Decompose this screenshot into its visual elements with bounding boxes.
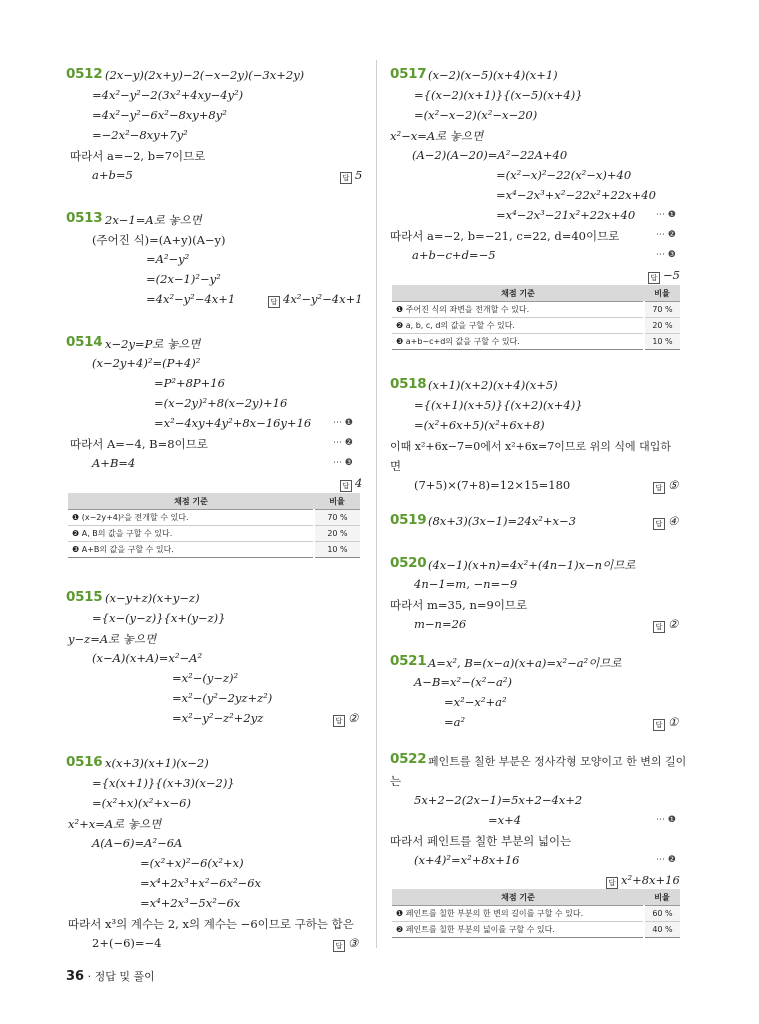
criteria-header: 채점 기준 — [68, 493, 314, 510]
answer-icon: 답 — [653, 621, 665, 633]
solution-line: =x⁴−2x³+x²−22x²+22x+40 — [496, 188, 656, 202]
table-row: ❷ 페인트를 칠한 부분의 넓이를 구할 수 있다. 40 % — [392, 922, 680, 938]
problem-number: 0515 — [66, 589, 103, 605]
answer-icon: 답 — [340, 480, 352, 492]
answer-icon: 답 — [653, 482, 665, 494]
page-number: 36 — [66, 969, 85, 984]
solution-line: =4x²−y²−4x+1 — [146, 292, 236, 306]
solution-line: (x−2y+4)²=(P+4)² — [92, 356, 201, 370]
answer: 답 ② — [653, 617, 678, 633]
ratio-header: 비율 — [644, 889, 680, 906]
table-row: ❷ A, B의 값을 구할 수 있다. 20 % — [68, 526, 360, 542]
problem-number: 0519 — [390, 512, 427, 528]
solution-line: =x²−(y−z)² — [172, 671, 239, 685]
footer-separator: · — [87, 970, 92, 983]
solution-line: =(x²+6x+5)(x²+6x+8) — [414, 418, 545, 432]
solution-line: 면 — [390, 459, 402, 473]
table-row: ❷ a, b, c, d의 값을 구할 수 있다. 20 % — [392, 318, 680, 334]
answer: 답 x²+8x+16 — [606, 873, 680, 889]
answer-icon: 답 — [333, 940, 345, 952]
solution-line: (A−2)(A−20)=A²−22A+40 — [412, 148, 568, 162]
solution-line: A−B=x²−(x²−a²) — [414, 675, 512, 689]
answer: 답 4 — [340, 476, 362, 492]
solution-line: =(x²−x)²−22(x²−x)+40 — [496, 168, 632, 182]
solution-line: 2+(−6)=−4 — [92, 936, 162, 950]
step-marker: ⋯ ❶ — [656, 815, 676, 825]
solution-line: (7+5)×(7+8)=12×15=180 — [414, 478, 571, 492]
table-row: ❶ 페인트를 칠한 부분의 한 변의 길이를 구할 수 있다. 60 % — [392, 906, 680, 922]
criteria-header: 채점 기준 — [392, 285, 644, 302]
solution-line: A=x², B=(x−a)(x+a)=x²−a²이므로 — [428, 656, 622, 670]
answer-icon: 답 — [653, 719, 665, 731]
answer: 답 4x²−y²−4x+1 — [268, 292, 363, 308]
solution-line: (x−A)(x+A)=x²−A² — [92, 651, 203, 665]
step-marker: ⋯ ❷ — [656, 855, 676, 865]
answer-icon: 답 — [648, 272, 660, 284]
solution-line: 따라서 a=−2, b=7이므로 — [70, 149, 206, 163]
answer-icon: 답 — [340, 172, 352, 184]
solution-line: a+b−c+d=−5 — [412, 248, 496, 262]
answer-icon: 답 — [333, 715, 345, 727]
solution-line: =4x²−y²−6x²−8xy+8y² — [92, 108, 227, 122]
problem-number: 0512 — [66, 66, 103, 82]
solution-line: =a² — [444, 715, 466, 729]
table-row: ❸ A+B의 값을 구할 수 있다. 10 % — [68, 542, 360, 558]
solution-line: 따라서 페인트를 칠한 부분의 넓이는 — [390, 834, 572, 848]
solution-line: A(A−6)=A²−6A — [92, 836, 183, 850]
criteria-header: 채점 기준 — [392, 889, 644, 906]
table-row: ❸ a+b−c+d의 값을 구할 수 있다. 10 % — [392, 334, 680, 350]
solution-line: =P²+8P+16 — [154, 376, 225, 390]
problem-number: 0517 — [390, 66, 427, 82]
answer: 답 ① — [653, 715, 678, 731]
solution-line: x²+x=A로 놓으면 — [68, 817, 162, 831]
solution-line: ={(x+1)(x+5)}{(x+2)(x+4)} — [414, 398, 583, 412]
solution-line: (2x−y)(2x+y)−2(−x−2y)(−3x+2y) — [105, 68, 305, 82]
solution-line: 이때 x²+6x−7=0에서 x²+6x=7이므로 위의 식에 대입하 — [390, 440, 671, 453]
scoring-criteria-table — [68, 493, 360, 558]
solution-line: (주어진 식)=(A+y)(A−y) — [92, 233, 226, 247]
problem-number: 0513 — [66, 210, 103, 226]
answer-icon: 답 — [653, 518, 665, 530]
answer: 답 5 — [340, 168, 362, 184]
solution-line: ={x−(y−z)}{x+(y−z)} — [92, 611, 226, 625]
page-footer — [66, 968, 155, 984]
solution-line: =x⁴+2x³−5x²−6x — [140, 896, 241, 910]
scoring-criteria-table — [392, 889, 680, 938]
answer-icon: 답 — [268, 296, 280, 308]
solution-line: =(x²+x)²−6(x²+x) — [140, 856, 244, 870]
ratio-header: 비율 — [314, 493, 360, 510]
solution-line: =x⁴−2x³−21x²+22x+40 — [496, 208, 636, 222]
column-divider — [376, 60, 377, 948]
solution-line: =(2x−1)²−y² — [146, 272, 221, 286]
problem-number: 0514 — [66, 334, 103, 350]
solution-line: x(x+3)(x+1)(x−2) — [105, 756, 209, 770]
solution-line: m−n=26 — [414, 617, 467, 631]
solution-line: (x−2)(x−5)(x+4)(x+1) — [428, 68, 558, 82]
step-marker: ⋯ ❸ — [333, 458, 353, 468]
answer: 답 ④ — [653, 514, 678, 530]
solution-line: 따라서 x³의 계수는 2, x의 계수는 −6이므로 구하는 합은 — [68, 917, 354, 931]
solution-line: =(x²+x)(x²+x−6) — [92, 796, 191, 810]
step-marker: ⋯ ❷ — [656, 230, 676, 240]
answer: 답 ⑤ — [653, 478, 678, 494]
step-marker: ⋯ ❸ — [656, 250, 676, 260]
solution-line: 2x−1=A로 놓으면 — [105, 213, 202, 227]
solution-line: =A²−y² — [146, 252, 190, 266]
solution-line: =x+4 — [488, 813, 522, 827]
answer: 답 ③ — [333, 936, 358, 952]
ratio-header: 비율 — [644, 285, 680, 302]
solution-line: A+B=4 — [92, 456, 136, 470]
problem-number: 0520 — [390, 555, 427, 571]
solution-line: y−z=A로 놓으면 — [68, 632, 157, 646]
table-row: ❶ 주어진 식의 좌변을 전개할 수 있다. 70 % — [392, 302, 680, 318]
solution-line: 따라서 m=35, n=9이므로 — [390, 598, 528, 612]
problem-number: 0522 — [390, 751, 427, 767]
solution-line: (x+1)(x+2)(x+4)(x+5) — [428, 378, 558, 392]
solution-line: a+b=5 — [92, 168, 133, 182]
solution-line: 따라서 a=−2, b=−21, c=22, d=40이므로 — [390, 229, 620, 243]
table-row: ❶ (x−2y+4)²을 전개할 수 있다. 70 % — [68, 510, 360, 526]
problem-number: 0516 — [66, 754, 103, 770]
solution-line: =−2x²−8xy+7y² — [92, 128, 188, 142]
solution-line: =x²−x²+a² — [444, 695, 507, 709]
solution-line: (x+4)²=x²+8x+16 — [414, 853, 520, 867]
solution-line: =x²−(y²−2yz+z²) — [172, 691, 273, 705]
solution-line: x−2y=P로 놓으면 — [105, 337, 201, 351]
solution-line: 4n−1=m, −n=−9 — [414, 577, 518, 591]
solution-line: x²−x=A로 놓으면 — [390, 129, 484, 143]
solution-line: (4x−1)(x+n)=4x²+(4n−1)x−n이므로 — [428, 558, 636, 572]
step-marker: ⋯ ❶ — [333, 418, 353, 428]
solution-line: 페인트를 칠한 부분은 정사각형 모양이고 한 변의 길이 — [428, 755, 687, 768]
step-marker: ⋯ ❷ — [333, 438, 353, 448]
answer: 답 ② — [333, 711, 358, 727]
solution-line: =(x−2y)²+8(x−2y)+16 — [154, 396, 288, 410]
footer-label: 정답 및 풀이 — [94, 970, 155, 983]
solution-line: 5x+2−2(2x−1)=5x+2−4x+2 — [414, 793, 583, 807]
solution-line: (x−y+z)(x+y−z) — [105, 591, 200, 605]
solution-line: ={(x−2)(x+1)}{(x−5)(x+4)} — [414, 88, 583, 102]
solution-line: =4x²−y²−2(3x²+4xy−4y²) — [92, 88, 244, 102]
answer: 답 −5 — [648, 268, 680, 284]
solution-line: ={x(x+1)}{(x+3)(x−2)} — [92, 776, 235, 790]
step-marker: ⋯ ❶ — [656, 210, 676, 220]
solution-line: 따라서 A=−4, B=8이므로 — [70, 437, 208, 451]
scoring-criteria-table — [392, 285, 680, 350]
solution-line: =(x²−x−2)(x²−x−20) — [414, 108, 538, 122]
solution-line: =x²−4xy+4y²+8x−16y+16 — [154, 416, 312, 430]
problem-number: 0521 — [390, 653, 427, 669]
solution-line: =x⁴+2x³+x²−6x²−6x — [140, 876, 261, 890]
solution-line: =x²−y²−z²+2yz — [172, 711, 264, 725]
answer-icon: 답 — [606, 877, 618, 889]
problem-number: 0518 — [390, 376, 427, 392]
solution-line: (8x+3)(3x−1)=24x²+x−3 — [428, 514, 576, 528]
solution-line: 는 — [390, 774, 402, 788]
